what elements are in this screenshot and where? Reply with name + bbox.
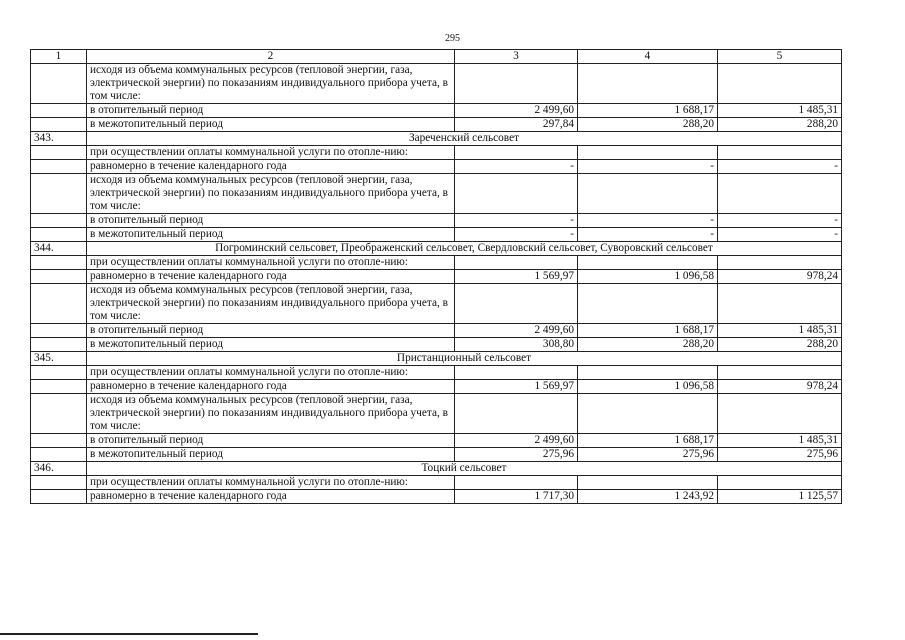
value-col-5: [718, 284, 842, 324]
table-row: [31, 64, 842, 104]
value-col-3: [455, 146, 578, 160]
row-number: [31, 476, 87, 490]
section-number: 345.: [31, 352, 87, 366]
value-col-3: [455, 256, 578, 270]
table-row: [31, 338, 842, 352]
value-col-5: -: [718, 228, 842, 242]
value-col-4: [578, 366, 718, 380]
value-col-5: 275,96: [718, 448, 842, 462]
value-col-3: 297,84: [455, 118, 578, 132]
value-col-5: 1 485,31: [718, 324, 842, 338]
value-col-5: [718, 174, 842, 214]
table-row: [31, 366, 842, 380]
value-col-3: 2 499,60: [455, 324, 578, 338]
value-col-5: [718, 64, 842, 104]
row-number: [31, 174, 87, 214]
value-col-5: -: [718, 214, 842, 228]
row-number: [31, 118, 87, 132]
value-col-3: [455, 64, 578, 104]
section-title: Зареченский сельсовет: [87, 132, 842, 146]
header-col-2: 2: [87, 50, 455, 64]
row-description: при осуществлении оплаты коммунальной услуги по отопле-нию:: [87, 256, 455, 270]
value-col-4: [578, 146, 718, 160]
row-number: [31, 214, 87, 228]
value-col-5: [718, 256, 842, 270]
row-description: равномерно в течение календарного года: [87, 490, 455, 504]
table-row: [31, 434, 842, 448]
table-row: [31, 146, 842, 160]
value-col-3: 1 569,97: [455, 380, 578, 394]
value-col-3: 275,96: [455, 448, 578, 462]
value-col-4: [578, 64, 718, 104]
value-col-4: 1 096,58: [578, 270, 718, 284]
value-col-3: 1 717,30: [455, 490, 578, 504]
section-row: [31, 242, 842, 256]
row-number: [31, 104, 87, 118]
value-col-4: [578, 284, 718, 324]
value-col-4: [578, 476, 718, 490]
value-col-3: [455, 476, 578, 490]
value-col-4: [578, 394, 718, 434]
section-title: Погроминский сельсовет, Преображенский сельсовет, Свердловский сельсовет, Суворовский сельсовет: [87, 242, 842, 256]
row-description: исходя из объема коммунальных ресурсов (тепловой энергии, газа, электрической энергии) по показаниям индивидуального прибора учета, в том числе:: [87, 394, 455, 434]
value-col-3: 2 499,60: [455, 104, 578, 118]
table-row: [31, 256, 842, 270]
row-description: в отопительный период: [87, 434, 455, 448]
row-number: [31, 366, 87, 380]
row-description: при осуществлении оплаты коммунальной услуги по отопле-нию:: [87, 476, 455, 490]
row-description: равномерно в течение календарного года: [87, 160, 455, 174]
table-row: [31, 118, 842, 132]
row-number: [31, 490, 87, 504]
value-col-3: 1 569,97: [455, 270, 578, 284]
row-number: [31, 394, 87, 434]
row-number: [31, 284, 87, 324]
header-col-1: 1: [31, 50, 87, 64]
table-row: [31, 160, 842, 174]
value-col-5: [718, 476, 842, 490]
value-col-4: 1 688,17: [578, 434, 718, 448]
value-col-5: 978,24: [718, 270, 842, 284]
value-col-4: 1 688,17: [578, 324, 718, 338]
value-col-4: [578, 256, 718, 270]
value-col-4: 288,20: [578, 338, 718, 352]
value-col-4: -: [578, 160, 718, 174]
table-row: [31, 214, 842, 228]
row-description: в межотопительный период: [87, 228, 455, 242]
section-number: 346.: [31, 462, 87, 476]
value-col-4: 1 688,17: [578, 104, 718, 118]
row-description: в отопительный период: [87, 324, 455, 338]
value-col-3: 2 499,60: [455, 434, 578, 448]
row-description: в отопительный период: [87, 104, 455, 118]
table-row: [31, 270, 842, 284]
value-col-5: 288,20: [718, 338, 842, 352]
value-col-5: 978,24: [718, 380, 842, 394]
table-row: [31, 284, 842, 324]
row-number: [31, 146, 87, 160]
row-description: исходя из объема коммунальных ресурсов (тепловой энергии, газа, электрической энергии) по показаниям индивидуального прибора учета, в том числе:: [87, 174, 455, 214]
row-number: [31, 448, 87, 462]
page-number: 295: [445, 33, 460, 44]
value-col-3: [455, 284, 578, 324]
row-description: в межотопительный период: [87, 118, 455, 132]
table-row: [31, 104, 842, 118]
value-col-3: [455, 394, 578, 434]
value-col-4: 1 243,92: [578, 490, 718, 504]
table-row: [31, 380, 842, 394]
footer-rule: [0, 633, 258, 635]
value-col-4: -: [578, 214, 718, 228]
table-row: [31, 174, 842, 214]
value-col-3: -: [455, 228, 578, 242]
value-col-5: 1 485,31: [718, 104, 842, 118]
header-col-3: 3: [455, 50, 578, 64]
value-col-5: [718, 394, 842, 434]
section-row: [31, 352, 842, 366]
section-number: 343.: [31, 132, 87, 146]
row-number: [31, 64, 87, 104]
header-col-5: 5: [718, 50, 842, 64]
row-description: в межотопительный период: [87, 338, 455, 352]
value-col-5: [718, 146, 842, 160]
row-description: в межотопительный период: [87, 448, 455, 462]
row-description: при осуществлении оплаты коммунальной услуги по отопле-нию:: [87, 146, 455, 160]
row-number: [31, 338, 87, 352]
table-header-row: [31, 50, 842, 64]
value-col-4: -: [578, 228, 718, 242]
table-row: [31, 476, 842, 490]
tariff-table: [30, 49, 842, 504]
section-title: Тоцкий сельсовет: [87, 462, 842, 476]
value-col-3: 308,80: [455, 338, 578, 352]
value-col-5: [718, 366, 842, 380]
value-col-3: -: [455, 160, 578, 174]
row-description: равномерно в течение календарного года: [87, 270, 455, 284]
header-col-4: 4: [578, 50, 718, 64]
table-row: [31, 324, 842, 338]
value-col-4: 275,96: [578, 448, 718, 462]
table-row: [31, 228, 842, 242]
row-description: в отопительный период: [87, 214, 455, 228]
row-description: исходя из объема коммунальных ресурсов (тепловой энергии, газа, электрической энергии) по показаниям индивидуального прибора учета, в том числе:: [87, 64, 455, 104]
row-number: [31, 160, 87, 174]
value-col-3: -: [455, 214, 578, 228]
value-col-5: 1 485,31: [718, 434, 842, 448]
row-number: [31, 228, 87, 242]
value-col-5: 1 125,57: [718, 490, 842, 504]
row-number: [31, 324, 87, 338]
section-row: [31, 132, 842, 146]
row-description: исходя из объема коммунальных ресурсов (тепловой энергии, газа, электрической энергии) по показаниям индивидуального прибора учета, в том числе:: [87, 284, 455, 324]
section-title: Пристанционный сельсовет: [87, 352, 842, 366]
row-number: [31, 256, 87, 270]
value-col-5: 288,20: [718, 118, 842, 132]
value-col-3: [455, 174, 578, 214]
row-number: [31, 270, 87, 284]
value-col-5: -: [718, 160, 842, 174]
row-description: равномерно в течение календарного года: [87, 380, 455, 394]
row-description: при осуществлении оплаты коммунальной услуги по отопле-нию:: [87, 366, 455, 380]
row-number: [31, 380, 87, 394]
table-row: [31, 448, 842, 462]
value-col-4: 1 096,58: [578, 380, 718, 394]
value-col-3: [455, 366, 578, 380]
section-number: 344.: [31, 242, 87, 256]
table-row: [31, 394, 842, 434]
table-row: [31, 490, 842, 504]
value-col-4: [578, 174, 718, 214]
row-number: [31, 434, 87, 448]
value-col-4: 288,20: [578, 118, 718, 132]
section-row: [31, 462, 842, 476]
